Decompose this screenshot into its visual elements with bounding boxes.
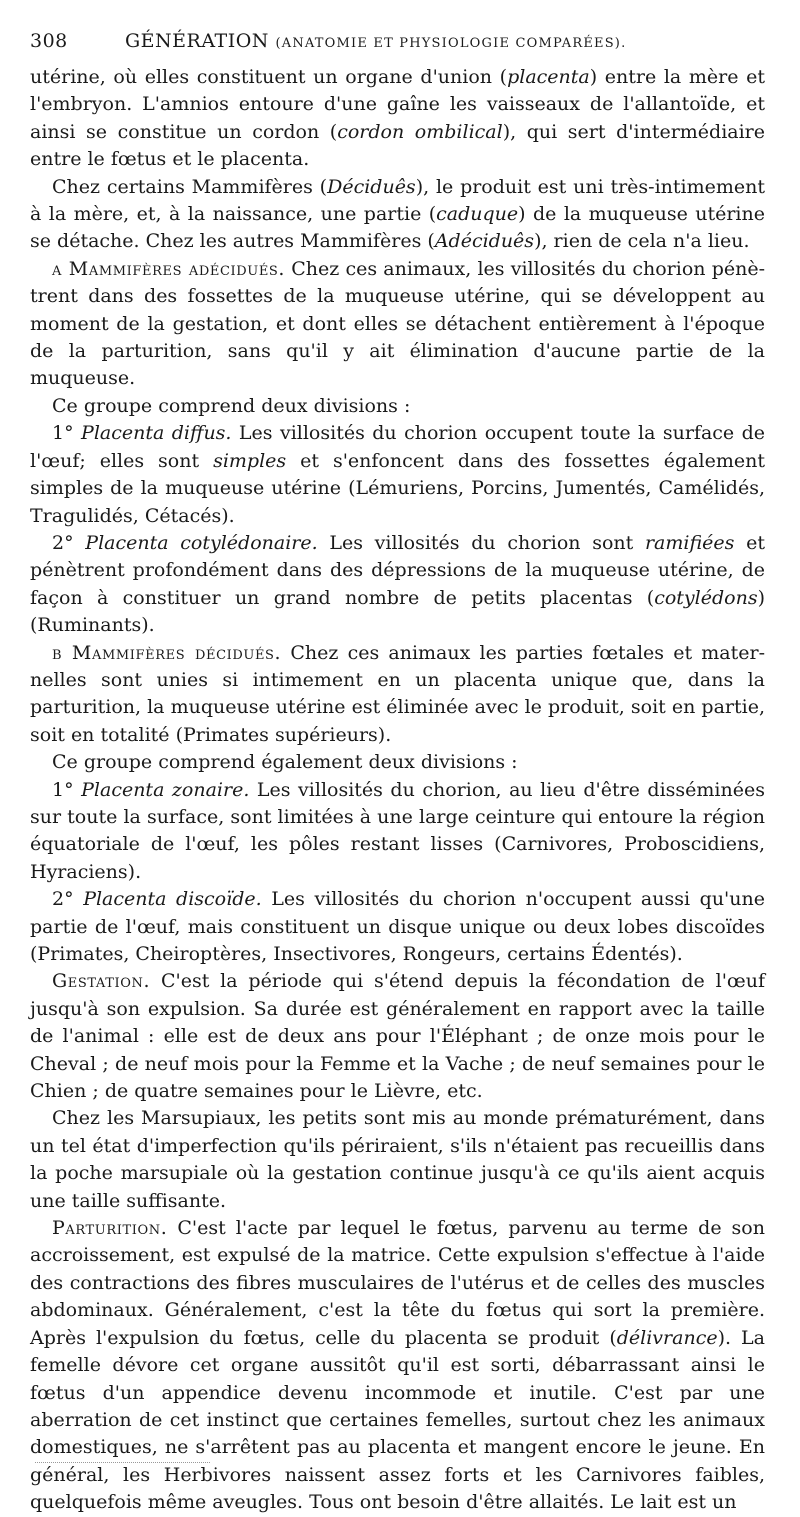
paragraph: Ce groupe comprend deux divisions : — [52, 394, 411, 417]
italic-term: caduque — [436, 203, 519, 226]
italic-term: simples — [213, 449, 287, 472]
italic-term: ramifiées — [644, 531, 735, 554]
section-label: b Mammifères décidués. — [52, 641, 282, 664]
italic-term: Placenta cotylédonaire. — [85, 531, 318, 554]
list-number: 2° — [52, 888, 84, 911]
paragraph: Ce groupe comprend également deux divisions : — [52, 751, 518, 774]
body-text — [30, 64, 765, 1517]
section-label: a Mammifères adécidués. — [52, 257, 286, 280]
paragraph: 1° Placenta zonaire. Les villosités du chorion, au lieu d'être disséminées sur toute la surface, sont limitées à une large ceinture qui entoure la région équatoriale de l'œuf, les pôles restant lisses (Carnivores, Proboscidiens, Hyraciens). — [30, 778, 765, 883]
paragraph: a Mammifères adécidués. Chez ces animaux, les villosités du chorion pénètrent dans des fossettes de la muqueuse utérine, qui se développent au moment de la gestation, et dont elles se détachent entièrement à l'époque de la parturition, sans qu'il y ait élimination d'aucune partie de la muqueuse. — [30, 257, 765, 390]
paragraph: 2° Placenta discoïde. Les villosités du chorion n'occupent aussi qu'une partie de l'œuf, mais constituent un disque unique ou deux lobes discoïdes (Primates, Cheiroptères, Insectivores, Rongeurs, certains Édentés). — [30, 888, 765, 965]
italic-term: cordon ombilical — [337, 120, 503, 143]
italic-term: Placenta zonaire. — [81, 778, 250, 801]
list-number: 2° — [52, 531, 86, 554]
section-label: Parturition. — [52, 1217, 168, 1240]
list-number: 1° — [52, 422, 82, 445]
italic-term: Placenta diffus. — [81, 422, 232, 445]
running-header — [30, 30, 770, 52]
italic-term: délivrance — [616, 1326, 718, 1349]
paragraph: Chez les Marsupiaux, les petits sont mis au monde prématurément, dans un tel état d'imperfection qu'ils périraient, s'ils n'étaient pas recueillis dans la poche marsupiale où la gestation continue jusqu'à ce qu'ils aient acquis une taille suffisante. — [30, 1107, 765, 1212]
page-number: 308 — [30, 30, 68, 52]
section-label: Gestation. — [52, 970, 151, 993]
italic-term: Adéciduês — [434, 230, 535, 253]
paragraph: Parturition. C'est l'acte par lequel le fœtus, parvenu au terme de son accroissement, est expulsé de la matrice. Cette expulsion s'effectue à l'aide des contractions des fibres musculaires de l'utérus et de celles des muscles abdominaux. Généralement, c'est la tête du fœtus qui sort la première. Après l'expulsion du fœtus, celle du placenta se produit (délivrance). La femelle dévore cet organe aussitôt qu'il est sorti, débarrassant ainsi le fœtus d'un appendice devenu incommode et inutile. C'est par une aberration de cet instinct que certaines femelles, surtout chez les animaux domestiques, ne s'arrêtent pas au placenta et mangent encore le jeune. En général, les Herbivores naissent assez forts et les Carnivores faibles, quelquefois même aveugles. Tous ont besoin d'être allaités. Le lait est un — [30, 1217, 765, 1514]
italic-term: cotylédons — [654, 586, 758, 609]
footer-rule — [35, 1462, 210, 1463]
paragraph: Gestation. C'est la période qui s'étend depuis la fécondation de l'œuf jusqu'à son expulsion. Sa durée est généralement en rapport avec la taille de l'animal : elle est de deux ans pour l'Éléphant ; de onze mois pour le Cheval ; de neuf mois pour la Femme et la Vache ; de neuf semaines pour le Chien ; de quatre semaines pour le Lièvre, etc. — [30, 970, 765, 1103]
list-number: 1° — [52, 778, 82, 801]
paragraph: b Mammifères décidués. Chez ces animaux les parties fœtales et maternelles sont unies si intimement en un placenta unique que, dans la parturition, la muqueuse utérine est éliminée avec le produit, soit en partie, soit en totalité (Primates supérieurs). — [30, 641, 765, 746]
paragraph: Chez certains Mammifères (Déciduês), le produit est uni très-intimement à la mère, et, à la naissance, une partie (caduque) de la muqueuse utérine se détache. Chez les autres Mammifères (Adéciduês), rien de cela n'a lieu. — [30, 175, 765, 253]
paragraph: utérine, où elles constituent un organe d'union (placenta) entre la mère et l'embryon. L'amnios entoure d'une gaîne les vaisseaux de l'allantoïde, et ainsi se constitue un cordon (cordon ombilical), qui sert d'intermédiaire entre le fœtus et le placenta. — [30, 66, 766, 171]
italic-term: Placenta discoïde. — [83, 888, 262, 911]
header-subtitle: (ANATOMIE ET PHYSIOLOGIE COMPARÉES). — [275, 36, 627, 51]
italic-term: placenta — [507, 66, 590, 88]
paragraph: 1° Placenta diffus. Les villosités du chorion occupent toute la surface de l'œuf; elles sont simples et s'enfoncent dans des fossettes également simples de la muqueuse utérine (Lémuriens, Porcins, Jumentés, Camélidés, Tragulidés, Cétacés). — [30, 422, 765, 527]
italic-term: Déciduês — [327, 175, 416, 198]
paragraph: 2° Placenta cotylédonaire. Les villosités du chorion sont ramifiées et pénètrent profondément dans des dépressions de la muqueuse utérine, de façon à constituer un grand nombre de petits placentas (cotylédons) (Ruminants). — [30, 531, 765, 637]
header-title: GÉNÉRATION — [125, 30, 269, 52]
